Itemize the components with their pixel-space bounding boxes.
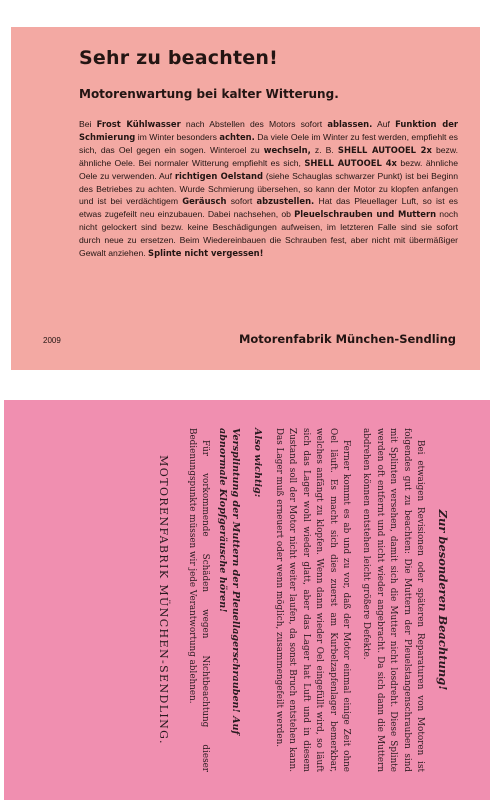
top-notice-card (11, 27, 480, 370)
bottom-notice-card (4, 400, 490, 800)
bottom-notice-title: Zur besonderen Beachtung! (436, 509, 450, 691)
company-signature: Motorenfabrik München-Sendling (238, 332, 456, 346)
important-text: Versplintung der Muttern der Pleuellagerschrauben! Auf abnormale Klopfgeräusche hören! (216, 428, 242, 735)
notice-subtitle: Motorenwartung bei kalter Witterung. (79, 87, 339, 101)
notice-body: Bei Frost Kühlwasser nach Abstellen des Motors sofort ablassen. Auf Funktion der Schmierung im Winter besonders achten. Da viele Oele im Winter zu fest werden, empfiehlt es sich, das Oel gegen ein sogen. Winteroel zu wechseln, z. B. SHELL AUTOOEL 2x bezw. ähnliche Oele. Bei normaler Witterung empfiehlt es sich, SHELL AUTOOEL 4x bezw. ähnliche Oele zu verwenden. Auf richtigen Oelstand (siehe Schauglas schwarzer Punkt) ist bei Beginn des Betriebes zu achten. Wurde Schmierung übersehen, so kann der Motor zu klopfen anfangen und ist bei verdächtigem Geräusch sofort abzustellen. Hat das Pleuellager Luft, so ist es etwas zugefeilt neu einzubauen. Dabei nachsehen, ob Pleuelschrauben und Muttern noch nicht gelockert sind bezw. keine Beschädigungen aufweisen, im letzteren Falle sind sie sofort durch neue zu ersetzen. Beim Wiedereinbauen die Schrauben fest, aber nicht mit übermäßiger Gewalt anziehen. Splinte nicht vergessen! (79, 119, 459, 259)
notice-footer (11, 332, 480, 352)
notice-title: Sehr zu beachten! (79, 47, 278, 69)
print-code: 2009 (43, 336, 61, 345)
bottom-paragraph-3: Für vorkommende Schäden wegen Nichtbeachtung dieser Bedienungspunkte müssen wir jede Verantwortung ablehnen. (186, 428, 211, 772)
bottom-signature: MOTORENFABRIK MÜNCHEN-SENDLING. (157, 455, 171, 745)
bottom-paragraph-1: Bei etwaigen Revisionen oder späteren Reparaturen von Motoren ist folgendes gut zu beachten: Die Muttern der Pleuelstangenschrauben sind mit Splinten versehen, damit sich die Mutter nicht losdreht. Diese Splinte werden oft entfernt und nicht wieder angebracht. Da sich dann die Muttern abdrehen können entstehen leicht größere Defekte. (361, 428, 425, 772)
bottom-paragraph-2: Ferner kommt es ab und zu vor, daß der Motor einmal einige Zeit ohne Oel läuft. Es macht sich dies zuerst am Kurbelzapfenlager bemerkbar, welches anfängt zu klopfen. Wenn dann wieder Oel eingefüllt wird, so läuft sich das Lager wohl wieder glatt, aber das Lager hat Luft und in diesem Zustand soll der Motor nicht weiter laufen, da sonst Bruch entstehen kann. Das Lager muß erneuert oder wenn möglich, zusammengefeilt werden. (273, 428, 351, 772)
important-label: Also wichtig: (251, 428, 263, 498)
rotated-notice (22, 410, 472, 790)
